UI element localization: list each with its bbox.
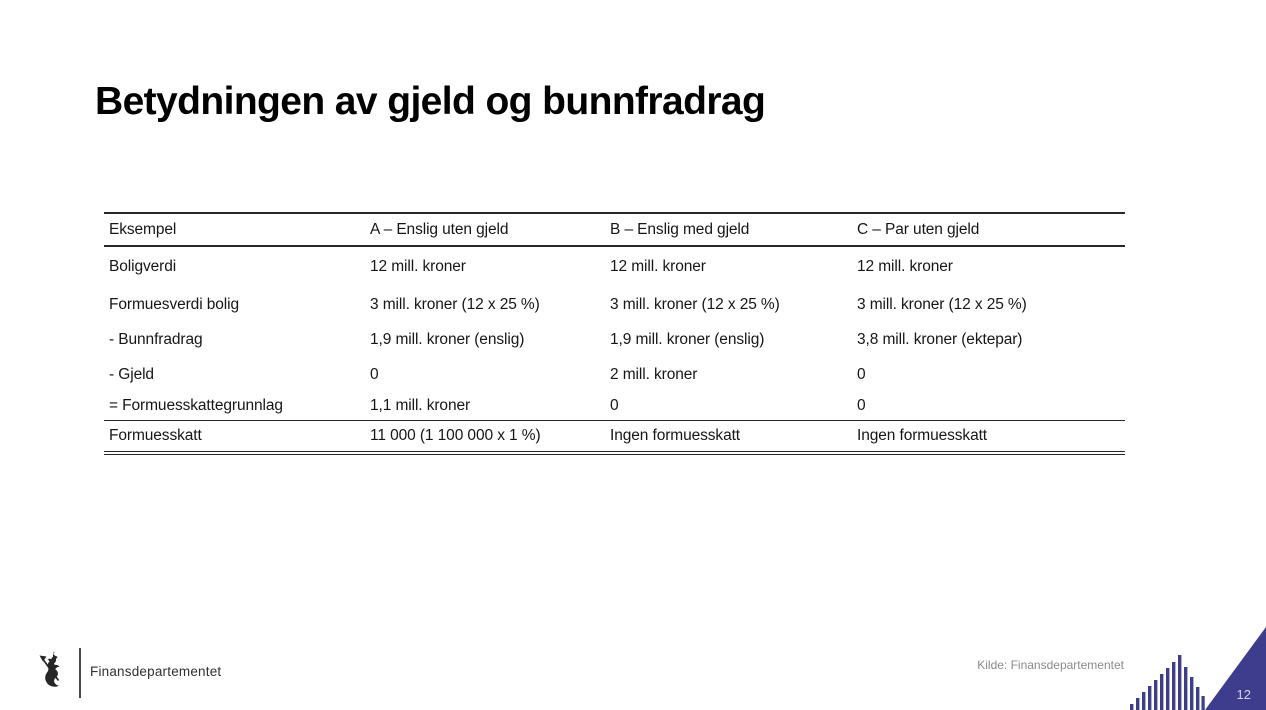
row-label: Boligverdi [109,258,177,275]
table-cell: 0 [857,365,866,383]
row-label: - Gjeld [109,365,154,383]
table-cell: 1,9 mill. kroner (enslig) [610,330,765,348]
table-cell: 11 000 (1 100 000 x 1 %) [370,420,610,453]
table-row [104,287,1125,322]
row-label: Formuesskatt [104,420,370,453]
table-cell: 1,9 mill. kroner (enslig) [370,330,525,348]
norway-lion-crest-icon [38,651,65,692]
table-cell: Ingen formuesskatt [610,420,857,453]
table-cell: 3 mill. kroner (12 x 25 %) [370,295,540,313]
row-label: Formuesverdi bolig [109,295,240,313]
row-label: = Formuesskattegrunnlag [104,392,370,420]
source-note: Kilde: Finansdepartementet [977,658,1124,672]
table-row [104,357,1125,392]
table-total-row [104,420,1125,453]
column-header: B – Enslig med gjeld [610,213,857,246]
column-header: A – Enslig uten gjeld [370,213,610,246]
table-cell: 12 mill. kroner [610,258,706,275]
table-row [104,246,1125,287]
table-cell: 12 mill. kroner [370,258,466,275]
table-cell: 0 [857,392,1125,420]
table-cell: 12 mill. kroner [857,258,953,275]
comparison-table [104,212,1125,455]
table-cell: 3 mill. kroner (12 x 25 %) [610,295,780,313]
table-cell: 3 mill. kroner (12 x 25 %) [857,295,1027,313]
table-row [104,322,1125,357]
table-cell: 0 [370,365,379,383]
corner-triangle [1205,627,1266,710]
table-header-row [104,213,1125,246]
table-cell: 1,1 mill. kroner [370,392,610,420]
page-title: Betydningen av gjeld og bunnfradrag [95,80,766,123]
footer-divider [79,648,81,698]
table-cell: 0 [610,392,857,420]
column-header: C – Par uten gjeld [857,213,1125,246]
table-cell: Ingen formuesskatt [857,420,1125,453]
page-number: 12 [1236,687,1251,702]
table-row [104,392,1125,420]
table-cell: 2 mill. kroner [610,365,698,383]
column-header: Eksempel [104,213,370,246]
ministry-name: Finansdepartementet [90,664,222,679]
row-label: - Bunnfradrag [109,330,203,348]
table-cell: 3,8 mill. kroner (ektepar) [857,330,1023,348]
